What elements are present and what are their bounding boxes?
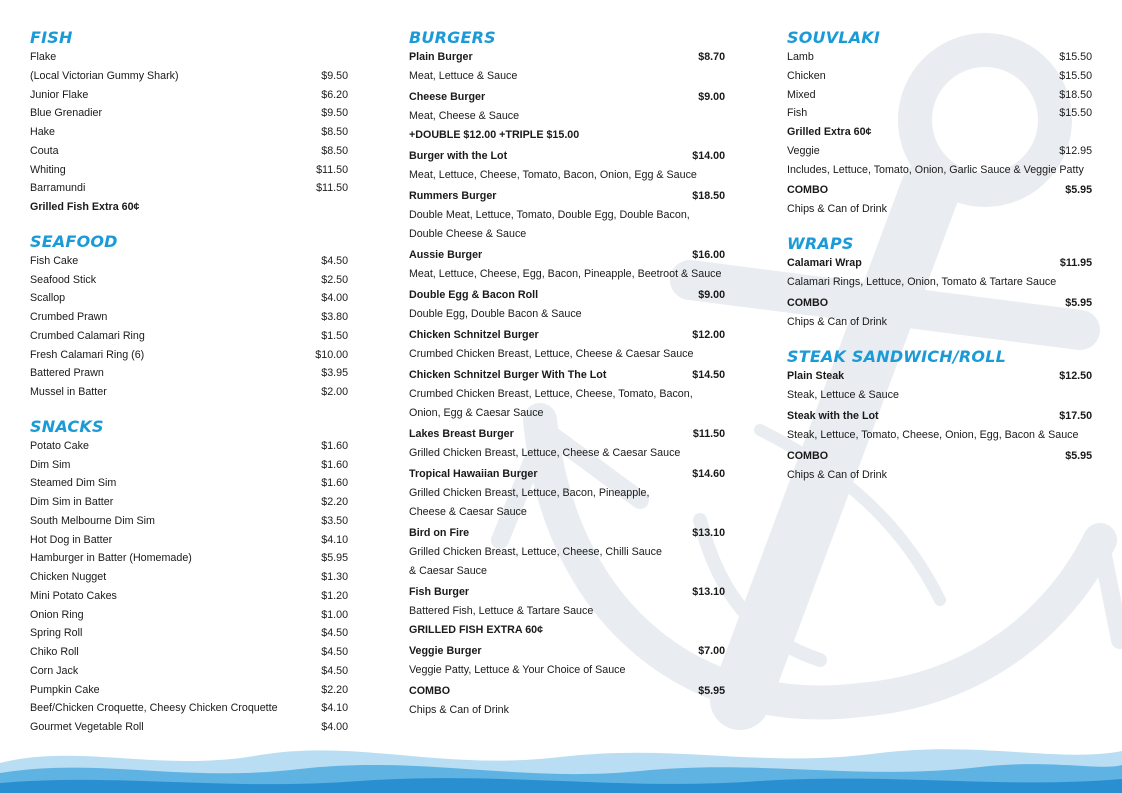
item-price: $1.50 — [321, 329, 349, 342]
steak-heading: STEAK SANDWICH/ROLL — [787, 347, 1006, 367]
item-name: Fish — [787, 107, 808, 120]
item-price: $11.50 — [316, 163, 349, 176]
item-price: $14.50 — [692, 369, 726, 381]
item-price: $7.00 — [698, 645, 726, 657]
item-name: Bird on Fire — [409, 527, 470, 539]
item-name: Veggie — [787, 144, 820, 157]
menu-row — [30, 67, 348, 86]
item-description: Chips & Can of Drink — [409, 704, 509, 716]
item-extra-option: GRILLED FISH EXTRA 60¢ — [409, 624, 544, 636]
item-extra-option: +DOUBLE $12.00 +TRIPLE $15.00 — [409, 129, 580, 141]
menu-row — [30, 179, 348, 198]
item-name: Potato Cake — [30, 439, 89, 452]
fish-heading: FISH — [30, 28, 73, 47]
menu-row — [30, 252, 348, 271]
item-description: Chips & Can of Drink — [787, 469, 887, 482]
menu-row — [30, 624, 348, 643]
menu-item — [409, 425, 725, 463]
menu-row — [30, 161, 348, 180]
item-name: Dim Sim in Batter — [30, 496, 114, 508]
fish-note: Grilled Fish Extra 60¢ — [30, 201, 140, 213]
menu-row — [30, 568, 348, 587]
item-price: $8.70 — [698, 51, 726, 63]
snacks-heading: SNACKS — [30, 416, 104, 436]
menu-row — [30, 346, 348, 365]
menu-item — [787, 294, 1092, 332]
item-name: COMBO — [787, 297, 829, 310]
item-price: $4.00 — [321, 721, 349, 733]
item-price: $2.20 — [321, 683, 349, 696]
menu-row — [30, 86, 348, 105]
item-name: (Local Victorian Gummy Shark) — [30, 69, 179, 82]
item-price: $13.10 — [692, 586, 726, 598]
item-name: Aussie Burger — [409, 249, 483, 261]
menu-row — [30, 308, 348, 327]
item-description: Meat, Cheese & Sauce — [409, 110, 520, 122]
menu-row — [30, 681, 348, 700]
burgers-section — [409, 28, 725, 720]
item-price: $1.60 — [321, 439, 349, 452]
snacks-section — [30, 417, 348, 737]
item-name: Onion Ring — [30, 608, 84, 621]
menu-row — [30, 549, 348, 568]
item-price: $1.60 — [321, 477, 349, 490]
item-name: Fish Cake — [30, 254, 79, 267]
item-price: $4.50 — [321, 627, 349, 640]
menu-row — [30, 142, 348, 161]
item-name: South Melbourne Dim Sim — [30, 514, 155, 527]
menu-row — [30, 289, 348, 308]
item-price: $9.50 — [321, 107, 349, 120]
item-price: $15.50 — [1059, 107, 1093, 120]
item-name: Lamb — [787, 51, 814, 63]
item-name: Couta — [30, 144, 59, 157]
item-price: $1.30 — [321, 571, 349, 583]
item-price: $12.95 — [1059, 144, 1093, 157]
item-description: Grilled Chicken Breast, Lettuce, Bacon, Pineapple, Cheese & Caesar Sauce — [409, 487, 650, 518]
item-description: Meat, Lettuce & Sauce — [409, 70, 518, 82]
item-price: $15.50 — [1059, 51, 1093, 63]
item-name: COMBO — [409, 685, 451, 697]
menu-row — [30, 123, 348, 142]
item-name: Flake — [30, 51, 57, 63]
item-price: $6.20 — [321, 88, 349, 101]
menu-row — [30, 327, 348, 346]
item-name: Corn Jack — [30, 664, 79, 677]
item-name: Battered Prawn — [30, 367, 104, 380]
item-name: Lakes Breast Burger — [409, 428, 514, 440]
item-price: $3.95 — [321, 367, 349, 380]
menu-row — [787, 86, 1092, 105]
item-name: Veggie Burger — [409, 645, 482, 657]
menu-item — [409, 366, 725, 423]
item-name: Chicken — [787, 69, 826, 82]
item-price: $18.50 — [692, 190, 726, 202]
item-price: $2.50 — [321, 273, 349, 286]
item-price: $4.10 — [321, 702, 349, 715]
menu-row — [787, 48, 1092, 67]
menu-column-left — [30, 28, 348, 752]
item-description: Double Meat, Lettuce, Tomato, Double Egg, Double Bacon, Double Cheese & Sauce — [409, 209, 690, 240]
item-description: Crumbed Chicken Breast, Lettuce, Cheese & Caesar Sauce — [409, 348, 694, 360]
item-description: Calamari Rings, Lettuce, Onion, Tomato & Tartare Sauce — [787, 276, 1057, 289]
menu-item — [409, 48, 725, 86]
item-price: $15.50 — [1059, 69, 1093, 82]
item-price: $4.50 — [321, 646, 349, 658]
menu-item — [409, 187, 725, 244]
item-price: $18.50 — [1059, 88, 1093, 101]
item-name: Mini Potato Cakes — [30, 589, 117, 602]
item-name: Chiko Roll — [30, 646, 79, 658]
item-price: $12.50 — [1059, 370, 1093, 383]
menu-item — [409, 583, 725, 640]
item-name: Blue Grenadier — [30, 107, 103, 120]
item-price: $5.95 — [1065, 184, 1093, 197]
item-price: $11.50 — [692, 428, 726, 440]
souvlaki-includes: Includes, Lettuce, Tomato, Onion, Garlic Sauce & Veggie Patty — [787, 163, 1084, 176]
item-name: Fish Burger — [409, 586, 470, 598]
item-name: Junior Flake — [30, 88, 89, 101]
item-description: Crumbed Chicken Breast, Lettuce, Cheese, Tomato, Bacon, Onion, Egg & Caesar Sauce — [409, 388, 693, 419]
item-description: Double Egg, Double Bacon & Sauce — [409, 308, 582, 320]
menu-item — [787, 367, 1092, 405]
steak-section — [787, 347, 1092, 485]
item-name: COMBO — [787, 184, 829, 197]
item-price: $10.00 — [315, 348, 349, 361]
item-price: $8.50 — [321, 126, 349, 138]
item-description: Grilled Chicken Breast, Lettuce, Cheese & Caesar Sauce — [409, 447, 681, 459]
souvlaki-note: Grilled Extra 60¢ — [787, 126, 872, 138]
seafood-section — [30, 232, 348, 402]
menu-column-right — [787, 28, 1092, 500]
item-price: $14.00 — [692, 150, 726, 162]
menu-row — [30, 271, 348, 290]
item-price: $3.50 — [321, 514, 349, 527]
item-name: Crumbed Calamari Ring — [30, 329, 145, 342]
item-name: Calamari Wrap — [787, 257, 862, 270]
menu-row — [30, 456, 348, 475]
item-description: Meat, Lettuce, Cheese, Tomato, Bacon, Onion, Egg & Sauce — [409, 169, 697, 181]
item-price: $13.10 — [692, 527, 726, 539]
item-name: Hake — [30, 126, 55, 138]
menu-item — [787, 181, 1092, 219]
fish-section — [30, 28, 348, 217]
item-description: Steak, Lettuce, Tomato, Cheese, Onion, Egg, Bacon & Sauce — [787, 429, 1079, 442]
menu-row — [30, 662, 348, 681]
menu-item — [409, 326, 725, 364]
item-name: Tropical Hawaiian Burger — [409, 468, 538, 480]
menu-row — [30, 437, 348, 456]
item-price: $2.00 — [321, 386, 349, 398]
item-name: Rummers Burger — [409, 190, 497, 202]
menu-item — [787, 254, 1092, 292]
item-name: COMBO — [787, 450, 829, 463]
menu-row — [30, 364, 348, 383]
item-name: Double Egg & Bacon Roll — [409, 289, 539, 301]
item-price: $4.50 — [321, 254, 349, 267]
item-name: Hot Dog in Batter — [30, 533, 113, 546]
item-name: Spring Roll — [30, 627, 83, 640]
menu-row — [30, 512, 348, 531]
item-name: Mixed — [787, 88, 816, 101]
item-name: Cheese Burger — [409, 91, 486, 103]
souvlaki-section — [787, 28, 1092, 219]
wraps-heading: WRAPS — [787, 234, 854, 254]
menu-row — [30, 48, 348, 67]
item-name: Chicken Schnitzel Burger With The Lot — [409, 369, 607, 381]
item-price: $16.00 — [692, 249, 726, 261]
menu-item — [409, 286, 725, 324]
item-price: $1.60 — [321, 458, 349, 471]
item-price: $5.95 — [321, 552, 349, 565]
menu-row — [30, 383, 348, 402]
menu-row — [30, 531, 348, 550]
item-name: Crumbed Prawn — [30, 311, 108, 323]
menu-item — [409, 682, 725, 720]
item-price: $5.95 — [1065, 297, 1093, 310]
menu-row — [787, 104, 1092, 123]
menu-row — [30, 493, 348, 512]
menu-row — [30, 587, 348, 606]
item-description: Steak, Lettuce & Sauce — [787, 389, 899, 402]
item-price: $9.00 — [698, 91, 726, 103]
item-price: $11.50 — [316, 182, 349, 195]
item-name: Pumpkin Cake — [30, 683, 100, 696]
item-price: $3.80 — [321, 311, 349, 323]
item-price: $2.20 — [321, 496, 349, 508]
item-price: $8.50 — [321, 144, 349, 157]
item-description: Meat, Lettuce, Cheese, Egg, Bacon, Pineapple, Beetroot & Sauce — [409, 268, 722, 280]
item-price: $1.20 — [321, 589, 349, 602]
menu-item — [409, 524, 725, 581]
item-description: Chips & Can of Drink — [787, 316, 887, 329]
item-price: $4.10 — [321, 533, 349, 546]
item-name: Scallop — [30, 292, 66, 305]
item-name: Steamed Dim Sim — [30, 477, 117, 490]
item-name: Fresh Calamari Ring (6) — [30, 348, 145, 361]
item-name: Chicken Nugget — [30, 571, 107, 583]
menu-row — [30, 474, 348, 493]
burgers-heading: BURGERS — [409, 28, 496, 47]
item-name: Whiting — [30, 163, 66, 176]
menu-item — [409, 246, 725, 284]
item-name: Beef/Chicken Croquette, Cheesy Chicken Croquette — [30, 702, 278, 715]
item-price: $4.00 — [321, 292, 349, 305]
menu-item — [409, 642, 725, 680]
menu-row — [30, 606, 348, 625]
item-price: $9.00 — [698, 289, 726, 301]
item-description: Veggie Patty, Lettuce & Your Choice of Sauce — [409, 664, 626, 676]
item-description: Chips & Can of Drink — [787, 203, 887, 216]
item-name: Barramundi — [30, 182, 86, 195]
wraps-section — [787, 234, 1092, 332]
item-name: Seafood Stick — [30, 273, 97, 286]
item-price: $4.50 — [321, 664, 349, 677]
item-name: Plain Steak — [787, 370, 845, 383]
item-name: Burger with the Lot — [409, 150, 508, 162]
souvlaki-heading: SOUVLAKI — [787, 28, 881, 47]
item-name: Chicken Schnitzel Burger — [409, 329, 539, 341]
menu-item — [409, 147, 725, 185]
item-name: Steak with the Lot — [787, 410, 879, 423]
item-name: Gourmet Vegetable Roll — [30, 721, 144, 733]
menu-column-middle — [409, 28, 725, 735]
menu-item — [787, 407, 1092, 445]
item-description: Battered Fish, Lettuce & Tartare Sauce — [409, 605, 594, 617]
item-price: $1.00 — [321, 608, 349, 621]
item-name: Dim Sim — [30, 458, 71, 471]
item-price: $11.95 — [1059, 257, 1093, 270]
item-price: $17.50 — [1059, 410, 1093, 423]
menu-row — [30, 643, 348, 662]
menu-row — [787, 67, 1092, 86]
item-price: $9.50 — [321, 69, 349, 82]
ocean-waves-decoration — [0, 733, 1122, 793]
item-price: $12.00 — [692, 329, 726, 341]
menu-item — [409, 88, 725, 145]
item-name: Mussel in Batter — [30, 386, 107, 398]
menu-item — [409, 465, 725, 522]
menu-row — [30, 699, 348, 718]
item-name: Hamburger in Batter (Homemade) — [30, 552, 192, 565]
menu-row — [787, 142, 1092, 161]
item-name: Plain Burger — [409, 51, 473, 63]
seafood-heading: SEAFOOD — [30, 231, 118, 251]
item-price: $14.60 — [692, 468, 726, 480]
menu-row — [30, 104, 348, 123]
item-price: $5.95 — [1065, 450, 1093, 463]
item-description: Grilled Chicken Breast, Lettuce, Cheese, Chilli Sauce & Caesar Sauce — [409, 546, 662, 577]
menu-item — [787, 447, 1092, 485]
item-price: $5.95 — [698, 685, 726, 697]
